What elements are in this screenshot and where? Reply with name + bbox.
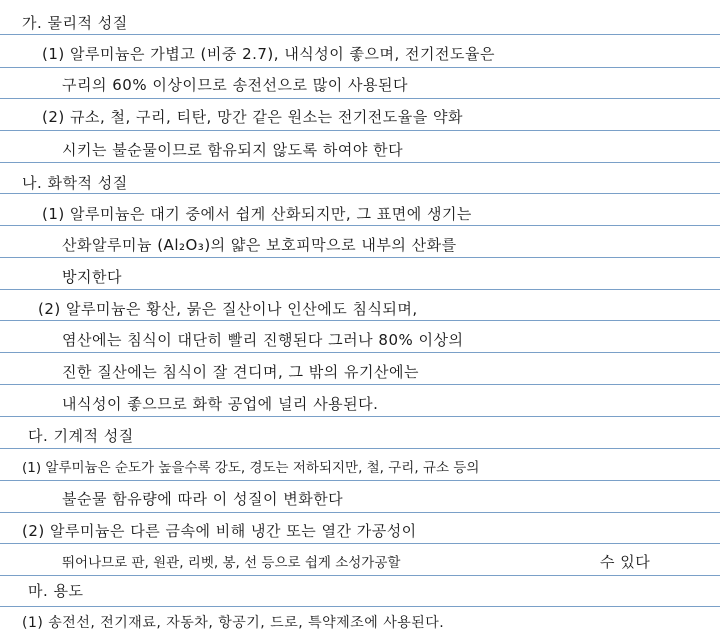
physical-line-3: (2) 규소, 철, 구리, 티탄, 망간 같은 원소는 전기전도율을 약화 [42,108,464,126]
chemical-line-4: (2) 알루미늄은 황산, 묽은 질산이나 인산에도 침식되며, [38,300,418,318]
chemical-line-2: 산화알루미늄 (Al₂O₃)의 얇은 보호피막으로 내부의 산화를 [62,236,457,254]
chemical-line-1: (1) 알루미늄은 대기 중에서 쉽게 산화되지만, 그 표면에 생기는 [42,205,472,223]
mechanical-line-1: (1) 알루미늄은 순도가 높을수록 강도, 경도는 저하되지만, 철, 구리, 규소 등의 [22,460,480,476]
physical-line-1: (1) 알루미늄은 가볍고 (비중 2.7), 내식성이 좋으며, 전기전도율은 [42,45,495,63]
physical-line-4: 시키는 불순물이므로 함유되지 않도록 하여야 한다 [62,141,404,159]
chemical-line-3: 방지한다 [62,268,122,286]
chemical-line-7: 내식성이 좋으므로 화학 공업에 널리 사용된다. [62,395,379,413]
physical-line-2: 구리의 60% 이상이므로 송전선으로 많이 사용된다 [62,76,408,94]
mechanical-line-3: (2) 알루미늄은 다른 금속에 비해 냉간 또는 열간 가공성이 [22,522,417,540]
mechanical-line-5: 수 있다 [600,553,651,571]
section-title-mechanical: 다. 기계적 성질 [28,427,134,445]
chemical-line-6: 진한 질산에는 침식이 잘 견디며, 그 밖의 유기산에는 [62,363,419,381]
chemical-line-5: 염산에는 침식이 대단히 빨리 진행된다 그러나 80% 이상의 [62,331,464,349]
section-title-chemical: 나. 화학적 성질 [22,174,128,192]
mechanical-line-2: 불순물 함유량에 따라 이 성질이 변화한다 [62,490,344,508]
mechanical-line-4: 뛰어나므로 판, 원관, 리벳, 봉, 선 등으로 쉽게 소성가공할 [62,555,401,571]
section-title-uses: 마. 용도 [28,582,84,600]
section-title-physical: 가. 물리적 성질 [22,14,128,32]
uses-line-1: (1) 송전선, 전기재료, 자동차, 항공기, 드로, 특약제조에 사용된다. [22,615,445,631]
